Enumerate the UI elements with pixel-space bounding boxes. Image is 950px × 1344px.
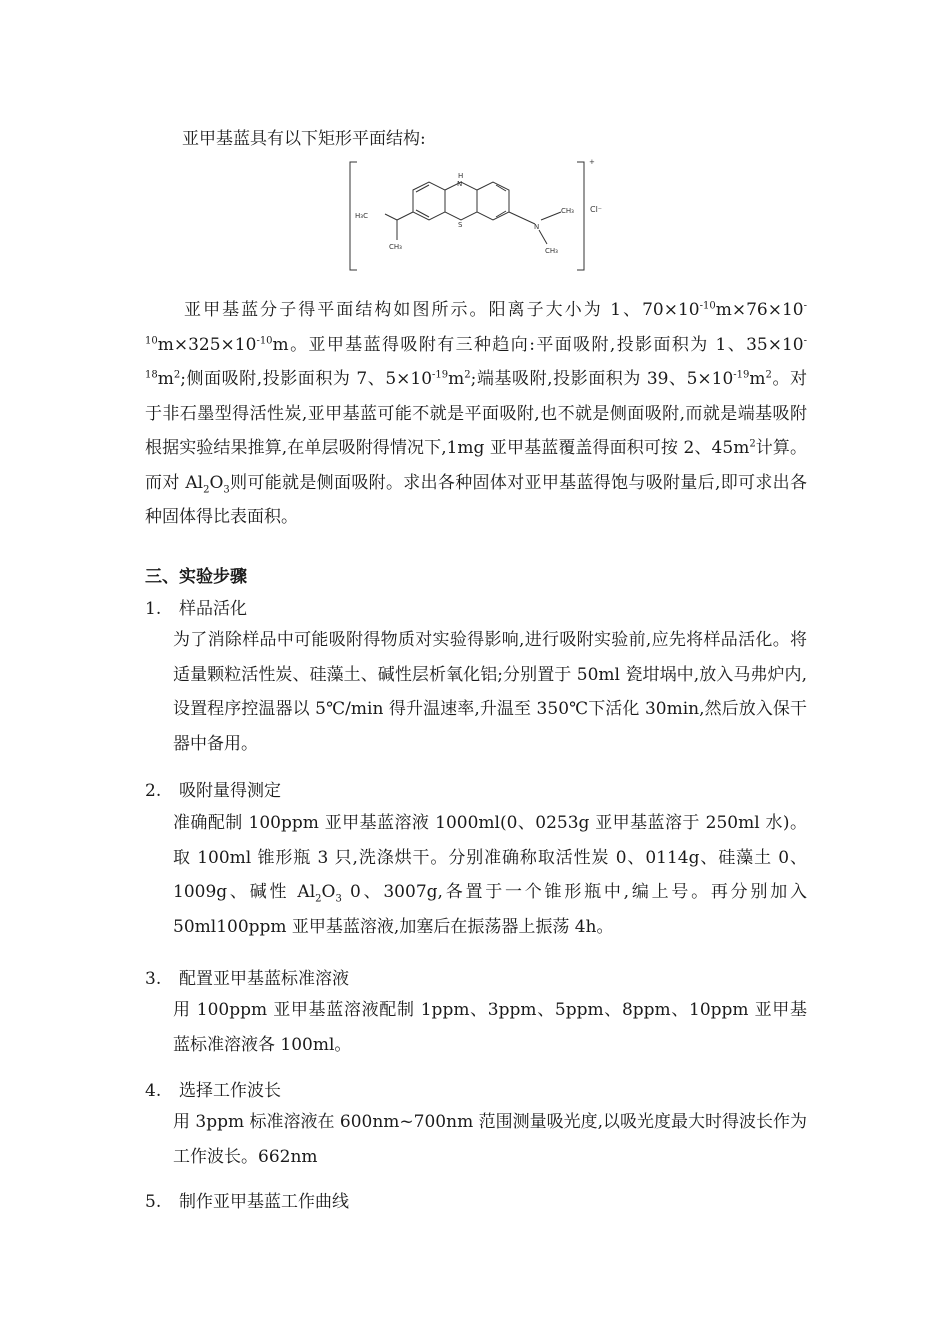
atom-h-label: H [458,172,464,180]
right-bracket [577,162,584,270]
section-heading: 三、实验步骤 [145,567,247,587]
step-1-body: 为了消除样品中可能吸附得物质对实验得影响,进行吸附实验前,应先将样品活化。将适量颗粒活性炭、硅藻土、碱性层析氧化铝;分别置于 50ml 瓷坩埚中,放入马弗炉内,设置程序控温器以 5℃/min 得升温速率,升温至 350℃下活化 30min,然后放入保干器中备用。 [173,630,807,754]
intro-line: 亚甲基蓝具有以下矩形平面结构: [182,129,426,149]
atom-n-top-label: N [457,180,463,188]
step-2-title: 2. 吸附量得测定 [145,781,281,801]
atom-s-label: S [458,221,463,229]
methylene-blue-structure-figure [345,156,605,274]
step-3-title: 3. 配置亚甲基蓝标准溶液 [145,969,349,989]
step-2-body: 准确配制 100ppm 亚甲基蓝溶液 1000ml(0、0253g 亚甲基蓝溶于 250ml 水)。取 100ml 锥形瓶 3 只,洗涤烘干。分别准确称取活性炭 0、0114g、硅藻土 0、1009g、碱性 $Al_2O_3$ 0、3007g,各置于一个锥形瓶中,编上号。再分别加入 50ml100ppm 亚甲基蓝溶液,加塞后在振荡器上振荡 4h。 [173,813,807,937]
right-ring [477,182,509,220]
step-4-body: 用 3ppm 标准溶液在 600nm~700nm 范围测量吸光度,以吸光度最大时得波长作为工作波长。662nm [173,1112,807,1167]
left-ring [413,182,445,220]
step-4-title: 4. 选择工作波长 [145,1081,281,1101]
ch3-right-label: CH₃ [561,207,574,215]
step-3-body: 用 100ppm 亚甲基蓝溶液配制 1ppm、3ppm、5ppm、8ppm、10ppm 亚甲基蓝标准溶液各 100ml。 [173,1000,807,1055]
charge-label: + [589,158,595,166]
structure-description-paragraph: 亚甲基蓝分子得平面结构如图所示。阳离子大小为 1、$70\times 10^{-10}m\times 76\times 10^{-10}m\times 325\times 10^{-10}m$。亚甲基蓝得吸附有三种趋向:平面吸附,投影面积为 1、$35\times 10^{-18}m^2$;侧面吸附,投影面积为 7、$5\times 10^{-19}m^2$;端基吸附,投影面积为 39、$5\times 10^{-19}m^2$。对于非石墨型得活性炭,亚甲基蓝可能不就是平面吸附,也不就是侧面吸附,而就是端基吸附根据实验结果推算,在单层吸附得情况下,1mg 亚甲基蓝覆盖得面积可按 2、$45m^2$计算。而对 $Al_2O_3$则可能就是侧面吸附。求出各种固体对亚甲基蓝得饱与吸附量后,即可求出各种固体得比表面积。 [145,300,807,527]
step-5-title: 5. 制作亚甲基蓝工作曲线 [145,1192,349,1212]
h3c-label: H₃C [355,212,368,220]
atom-n-right-label: N [534,223,540,231]
step-1-title: 1. 样品活化 [145,599,247,619]
ch3-bottom-label: CH₃ [389,243,402,251]
ch3-right-bottom-label: CH₃ [545,247,558,255]
counter-ion-label: Cl⁻ [590,205,603,214]
